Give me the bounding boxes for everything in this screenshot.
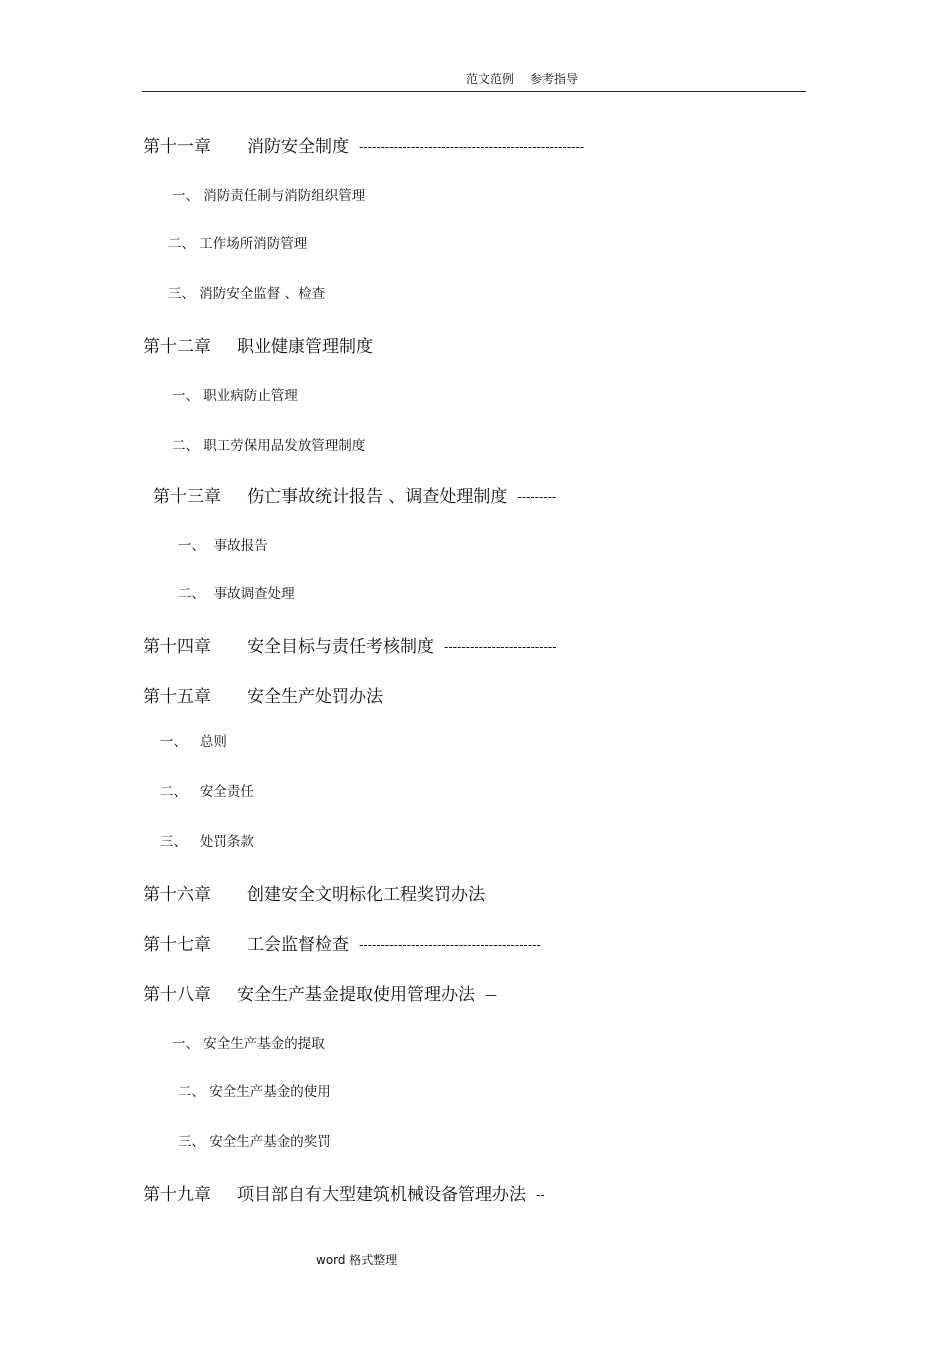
chapter-leader-dashes: --: [536, 1188, 545, 1202]
toc-section-entry: 三、 处罚条款: [160, 834, 254, 850]
chapter-leader-dashes: —: [485, 988, 497, 1002]
toc-chapter-entry: [143, 880, 485, 905]
chapter-leader-dashes: --------------------------: [444, 640, 557, 654]
toc-chapter-entry: [143, 132, 584, 157]
chapter-leader-dashes: ------------------------------------------: [359, 938, 541, 952]
toc-section-entry: 二、 安全生产基金的使用: [178, 1084, 331, 1100]
chapter-leader-dashes: ----------------------------------------------------: [359, 140, 585, 154]
chapter-number: 第十一章: [143, 137, 211, 157]
chapter-title: 职业健康管理制度: [237, 337, 373, 357]
chapter-title: 安全生产处罚办法: [247, 687, 383, 707]
chapter-number: 第十二章: [143, 337, 211, 357]
toc-section-entry: 一、 职业病防止管理: [172, 388, 298, 404]
chapter-number: 第十九章: [143, 1185, 211, 1205]
chapter-number: 第十七章: [143, 935, 211, 955]
toc-section-entry: 一、 事故报告: [178, 538, 268, 554]
chapter-number: 第十三章: [153, 487, 221, 507]
chapter-title: 工会监督检查: [247, 935, 349, 955]
page-header: [142, 70, 806, 92]
toc-chapter-entry: [143, 682, 383, 707]
chapter-title: 项目部自有大型建筑机械设备管理办法: [237, 1185, 526, 1205]
toc-chapter-entry: [143, 930, 541, 955]
toc-section-entry: 二、 职工劳保用品发放管理制度: [172, 438, 366, 454]
toc-chapter-entry: [153, 482, 556, 507]
chapter-title: 消防安全制度: [247, 137, 349, 157]
toc-section-entry: 三、 消防安全监督 、检查: [168, 286, 326, 302]
toc-section-entry: 三、 安全生产基金的奖罚: [178, 1134, 331, 1150]
chapter-title: 创建安全文明标化工程奖罚办法: [247, 885, 485, 905]
chapter-leader-dashes: ---------: [517, 490, 557, 504]
chapter-title: 安全目标与责任考核制度: [247, 637, 434, 657]
toc-chapter-entry: [143, 332, 373, 357]
chapter-title: 伤亡事故统计报告 、调查处理制度: [247, 487, 508, 507]
header-left-text: 范文范例: [465, 72, 514, 86]
chapter-number: 第十八章: [143, 985, 211, 1005]
toc-section-entry: 一、 总则: [160, 734, 227, 750]
chapter-number: 第十六章: [143, 885, 211, 905]
toc-chapter-entry: [143, 632, 557, 657]
toc-chapter-entry: [143, 980, 497, 1005]
header-right-text: 参考指导: [530, 72, 579, 86]
toc-section-entry: 一、 消防责任制与消防组织管理: [172, 188, 366, 204]
chapter-number: 第十五章: [143, 687, 211, 707]
toc-section-entry: 一、 安全生产基金的提取: [172, 1036, 325, 1052]
chapter-number: 第十四章: [143, 637, 211, 657]
chapter-title: 安全生产基金提取使用管理办法: [237, 985, 475, 1005]
toc-section-entry: 二、 事故调查处理: [178, 586, 295, 602]
toc-chapter-entry: [143, 1180, 545, 1205]
page-footer: word 格式整理: [316, 1253, 398, 1267]
toc-section-entry: 二、 安全责任: [160, 784, 254, 800]
toc-section-entry: 二、 工作场所消防管理: [168, 236, 308, 252]
